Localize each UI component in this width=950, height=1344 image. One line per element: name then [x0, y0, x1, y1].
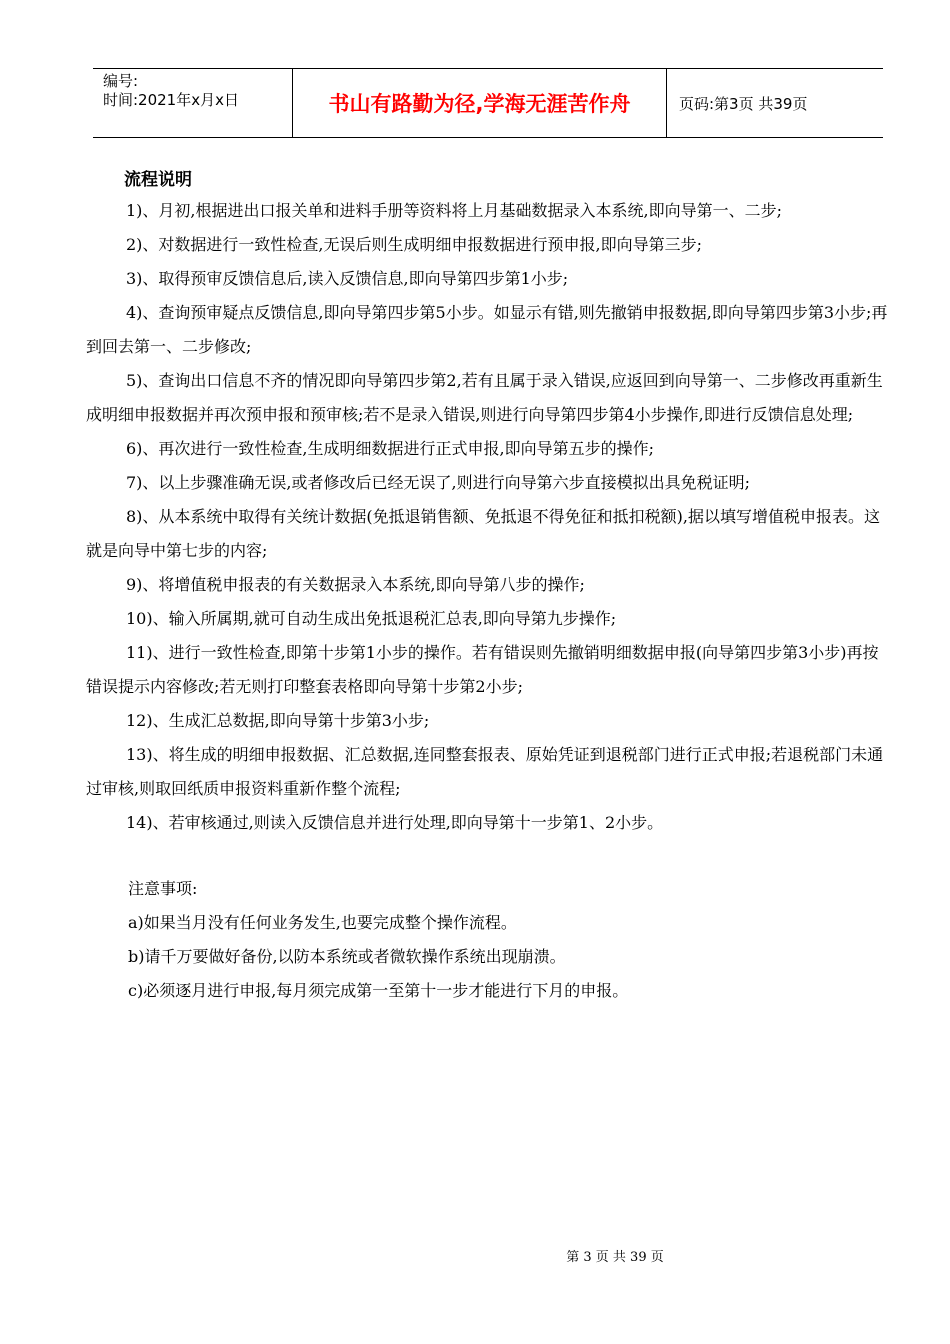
note-item-b: b)请千万要做好备份,以防本系统或者微软操作系统出现崩溃。 [128, 947, 566, 966]
time-label: 时间:2021年x月x日 [103, 91, 239, 109]
page-header [93, 68, 883, 138]
header-meta [93, 69, 293, 137]
note-item-a: a)如果当月没有任何业务发生,也要完成整个操作流程。 [128, 913, 517, 932]
paragraph-7: 7)、以上步骤准确无误,或者修改后已经无误了,则进行向导第六步直接模拟出具免税证明; [126, 473, 750, 492]
paragraph-2: 2)、对数据进行一致性检查,无误后则生成明细申报数据进行预申报,即向导第三步; [126, 235, 702, 254]
page-footer: 第 3 页 共 39 页 [566, 1250, 664, 1265]
paragraph-1: 1)、月初,根据进出口报关单和进料手册等资料将上月基础数据录入本系统,即向导第一、二步; [126, 201, 782, 220]
header-page-info: 页码:第3页 共39页 [679, 94, 808, 113]
paragraph-11: 11)、进行一致性检查,即第十步第1小步的操作。若有错误则先撤销明细数据申报(向导第四步第3小步)再按错误提示内容修改;若无则打印整套表格即向导第十步第2小步; [86, 643, 879, 696]
paragraph-3: 3)、取得预审反馈信息后,读入反馈信息,即向导第四步第1小步; [126, 269, 569, 288]
paragraph-4: 4)、查询预审疑点反馈信息,即向导第四步第5小步。如显示有错,则先撤销申报数据,即向导第四步第3小步;再到回去第一、二步修改; [86, 303, 888, 356]
paragraph-13: 13)、将生成的明细申报数据、汇总数据,连同整套报表、原始凭证到退税部门进行正式申报;若退税部门未通过审核,则取回纸质申报资料重新作整个流程; [86, 745, 884, 798]
paragraph-8: 8)、从本系统中取得有关统计数据(免抵退销售额、免抵退不得免征和抵扣税额),据以填写增值税申报表。这就是向导中第七步的内容; [86, 507, 880, 560]
paragraph-5: 5)、查询出口信息不齐的情况即向导第四步第2,若有且属于录入错误,应返回到向导第一、二步修改再重新生成明细申报数据并再次预申报和预审核;若不是录入错误,则进行向导第四步第4小步操作,即进行反馈信息处理; [86, 371, 883, 424]
paragraph-14: 14)、若审核通过,则读入反馈信息并进行处理,即向导第十一步第1、2小步。 [126, 813, 664, 832]
notes-section [86, 872, 892, 1008]
note-item-c: c)必须逐月进行申报,每月须完成第一至第十一步才能进行下月的申报。 [128, 981, 629, 1000]
paragraph-12: 12)、生成汇总数据,即向导第十步第3小步; [126, 711, 430, 730]
paragraph-9: 9)、将增值税申报表的有关数据录入本系统,即向导第八步的操作; [126, 575, 585, 594]
paragraph-10: 10)、输入所属期,就可自动生成出免抵退税汇总表,即向导第九步操作; [126, 609, 617, 628]
document-body [86, 166, 892, 1008]
section-title: 流程说明 [124, 170, 192, 190]
number-label: 编号: [103, 72, 139, 90]
notes-title: 注意事项: [128, 879, 198, 898]
header-motto: 书山有路勤为径,学海无涯苦作舟 [293, 69, 667, 137]
paragraph-6: 6)、再次进行一致性检查,生成明细数据进行正式申报,即向导第五步的操作; [126, 439, 654, 458]
